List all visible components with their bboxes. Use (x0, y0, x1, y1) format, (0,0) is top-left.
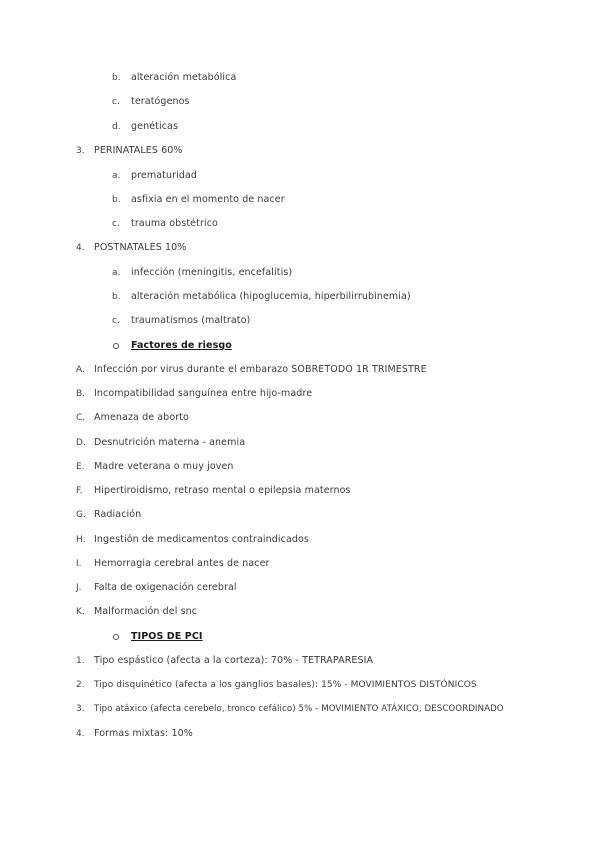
circle-bullet-icon (113, 634, 119, 640)
list-marker: K. (76, 607, 85, 617)
list-marker: 4. (76, 729, 85, 739)
list-marker: c. (112, 97, 120, 107)
list-item: alteración metabólica (hipoglucemia, hiperbilirrubinemia) (131, 291, 411, 302)
list-item: Madre veterana o muy joven (94, 461, 234, 472)
list-item: infección (meningitis, encefalitis) (131, 267, 293, 278)
list-marker: 2. (76, 680, 85, 690)
heading-tipos-pci: TIPOS DE PCI (131, 631, 203, 642)
list-item: Tipo espástico (afecta a la corteza): 70% - TETRAPARESIA (94, 655, 374, 666)
list-marker: G. (76, 510, 86, 520)
list-marker: F. (76, 486, 83, 496)
list-item: Falta de oxigenación cerebral (94, 582, 237, 593)
heading-factores-riesgo: Factores de riesgo (131, 340, 232, 351)
list-marker: 1. (76, 656, 85, 666)
list-marker: J. (76, 583, 82, 593)
list-marker: a. (112, 268, 121, 278)
list-marker: 4. (76, 243, 85, 253)
circle-bullet-icon (113, 343, 119, 349)
list-item: Incompatibilidad sanguínea entre hijo-madre (94, 388, 313, 399)
list-item: Ingestión de medicamentos contraindicados (94, 534, 309, 545)
list-item: teratógenos (131, 96, 190, 107)
list-marker: c. (112, 219, 120, 229)
section-title-perinatales: PERINATALES 60% (94, 145, 183, 156)
list-marker: I. (76, 559, 82, 569)
list-marker: 3. (76, 146, 85, 156)
list-item: Formas mixtas: 10% (94, 728, 193, 739)
section-title-postnatales: POSTNATALES 10% (94, 242, 187, 253)
list-marker: c. (112, 316, 120, 326)
list-marker: a. (112, 171, 121, 181)
list-marker: E. (76, 462, 85, 472)
list-item: Radiación (94, 509, 142, 520)
list-item: Tipo atáxico (afecta cerebelo, tronco cefálico) 5% - MOVIMIENTO ATÁXICO, DESCOORDINADO (94, 704, 504, 714)
list-item: alteración metabólica (131, 72, 237, 83)
list-item: Hemorragia cerebral antes de nacer (94, 558, 270, 569)
list-marker: b. (112, 292, 121, 302)
list-marker: C. (76, 413, 86, 423)
list-marker: H. (76, 535, 86, 545)
list-marker: D. (76, 438, 86, 448)
list-item: prematuridad (131, 170, 198, 181)
list-item: Amenaza de aborto (94, 412, 189, 423)
list-item: Tipo disquinético (afecta a los ganglios basales): 15% - MOVIMIENTOS DISTÓNICOS (94, 680, 477, 690)
list-item: Desnutrición materna - anemia (94, 437, 246, 448)
list-marker: b. (112, 195, 121, 205)
list-item: Infección por virus durante el embarazo SOBRETODO 1R TRIMESTRE (94, 364, 427, 375)
list-item: traumatismos (maltrato) (131, 315, 251, 326)
list-marker: b. (112, 73, 121, 83)
list-item: genéticas (131, 121, 178, 132)
list-item: asfixia en el momento de nacer (131, 194, 285, 205)
list-item: Hipertiroidismo, retraso mental o epilepsia maternos (94, 485, 351, 496)
list-marker: 3. (76, 704, 85, 714)
list-item: Malformación del snc (94, 606, 198, 617)
list-marker: d. (112, 122, 121, 132)
list-marker: A. (76, 365, 85, 375)
list-marker: B. (76, 389, 86, 399)
list-item: trauma obstétrico (131, 218, 218, 229)
